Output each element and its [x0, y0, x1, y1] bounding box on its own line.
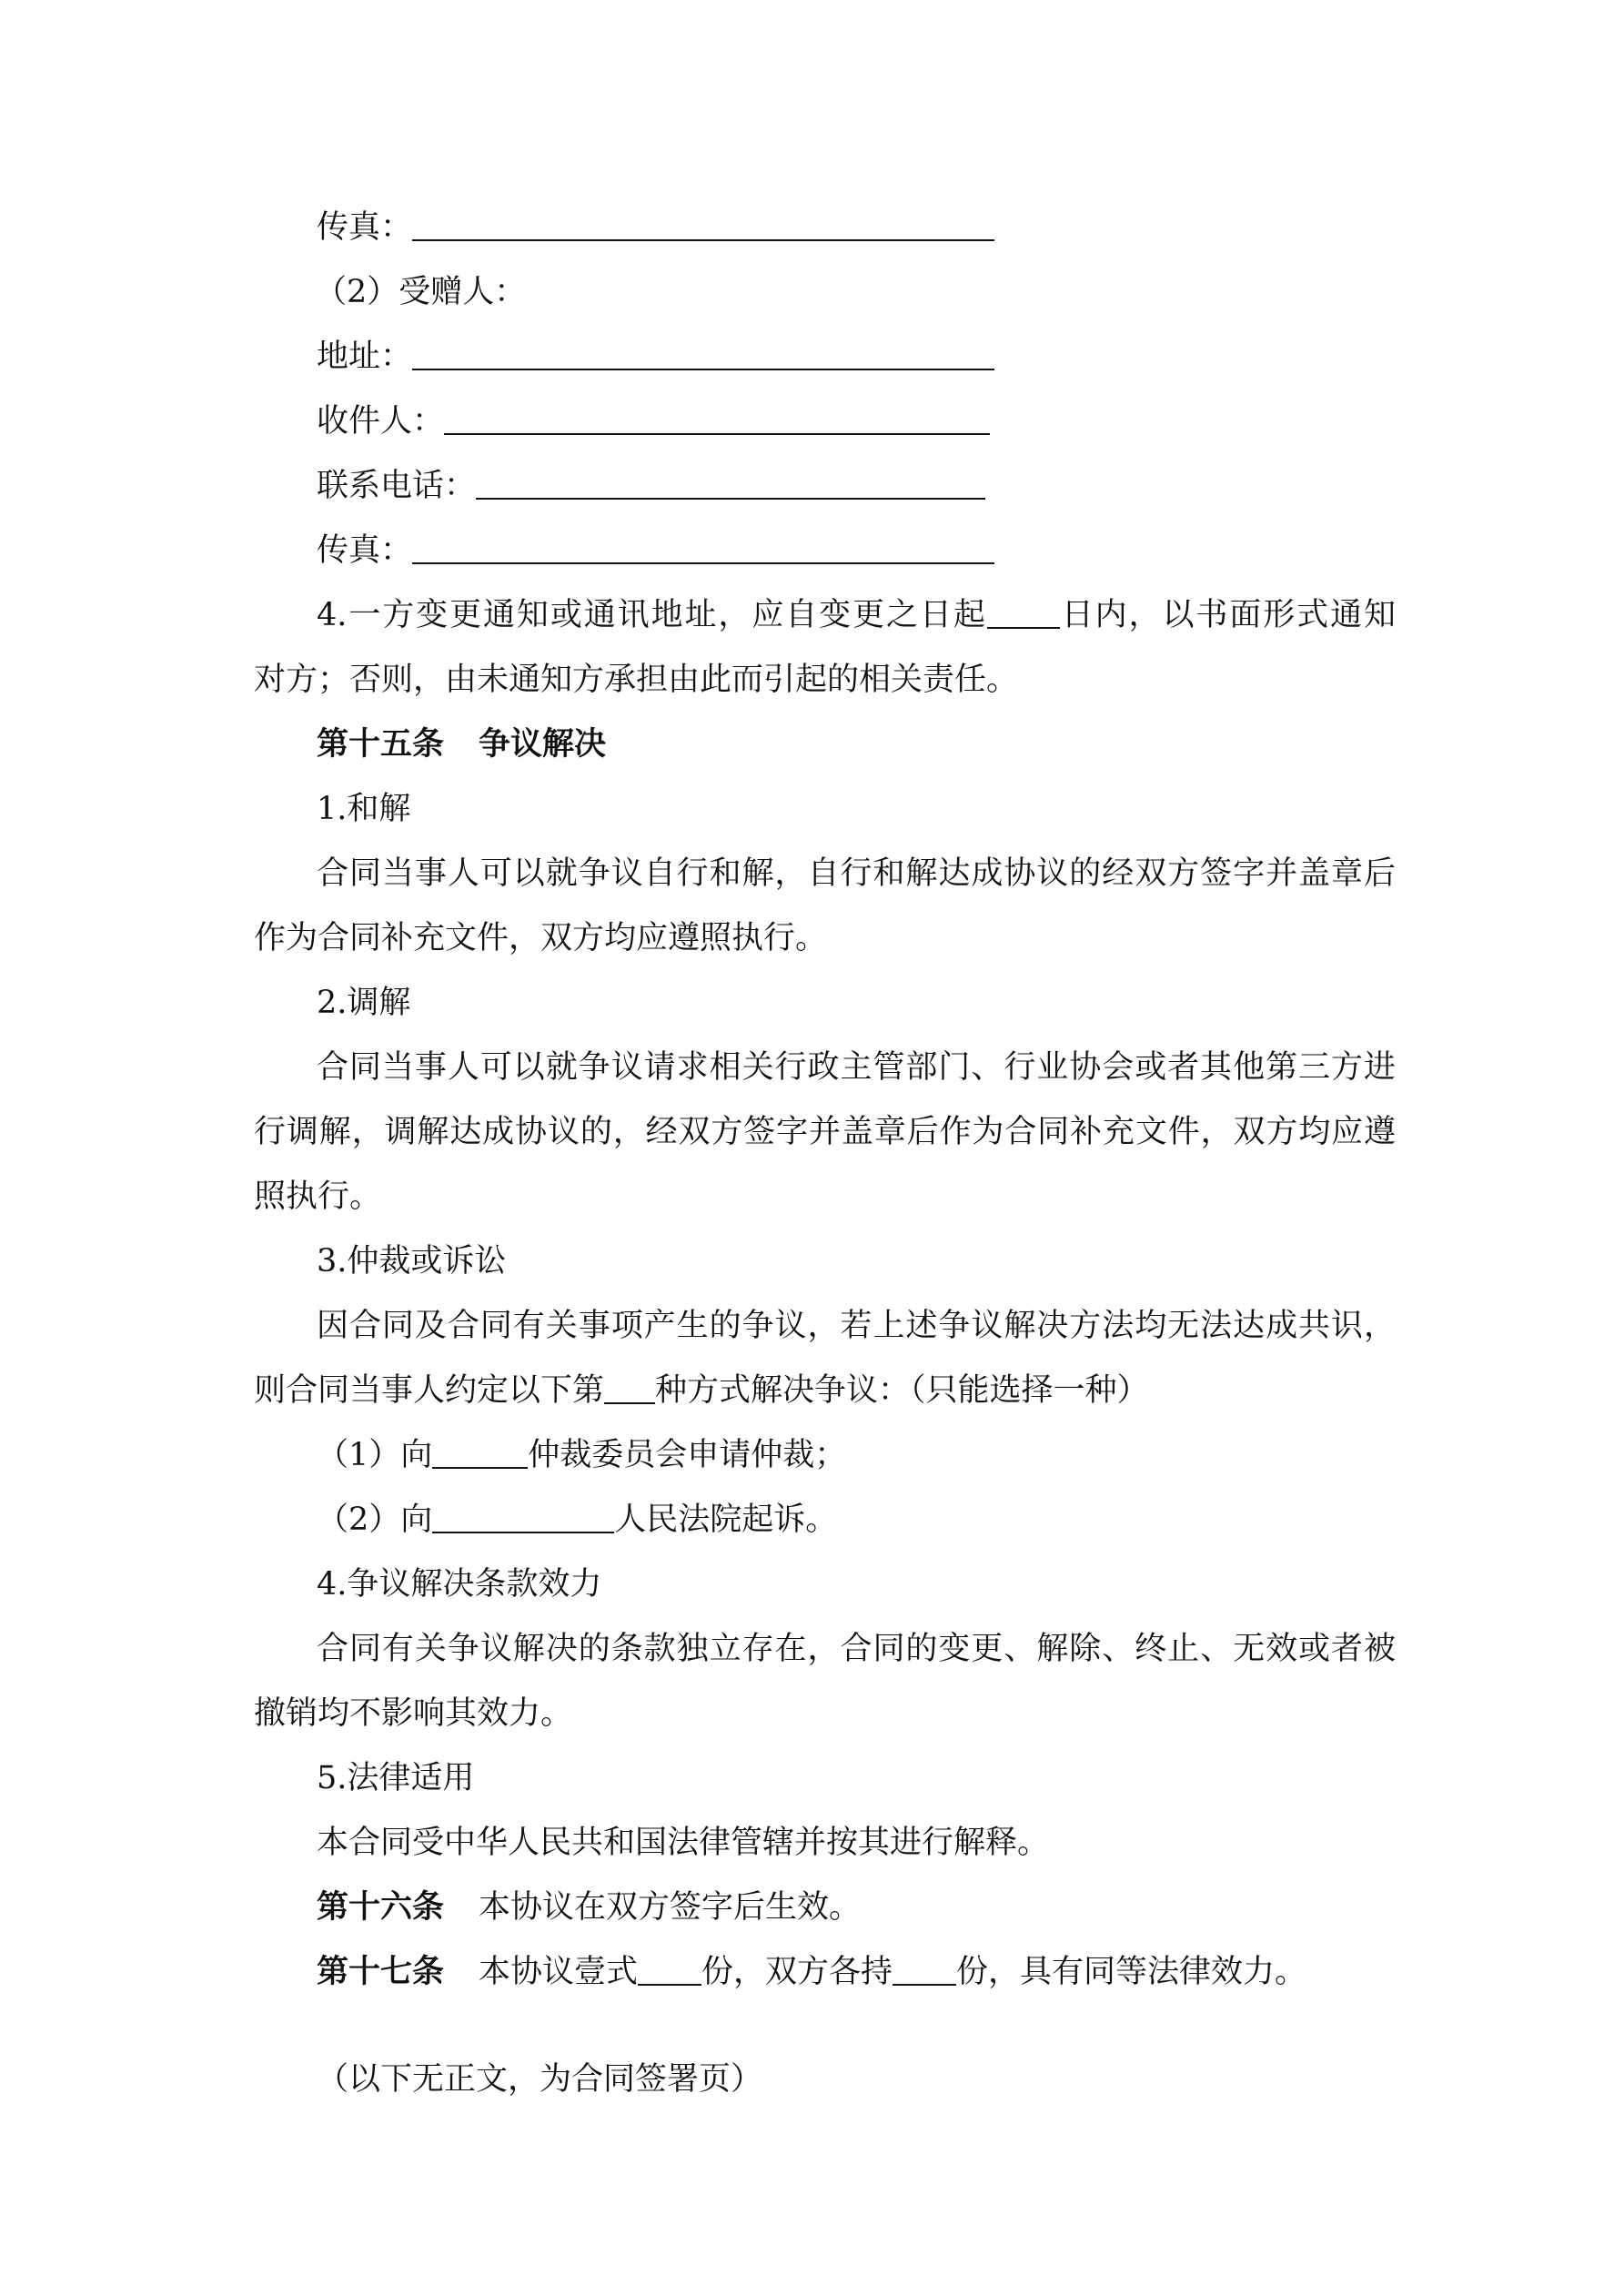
s1-title: 1.和解	[317, 791, 411, 827]
donee-address-line	[317, 337, 994, 377]
article17-text-c: 份，具有同等法律效力。	[956, 1954, 1307, 1990]
s3-option1	[317, 1435, 846, 1475]
s5-line1: 本合同受中华人民共和国法律管辖并按其进行解释。	[317, 1825, 1050, 1861]
donee-fax-line	[317, 531, 994, 571]
footer-note: （以下无正文，为合同签署页）	[317, 2061, 763, 2098]
donor-fax-line	[317, 207, 994, 248]
clause4-line2: 对方；否则，由未通知方承担由此而引起的相关责任。	[254, 662, 1019, 698]
s3-option2-prefix: （2）向	[317, 1502, 433, 1538]
s1-line2: 作为合同补充文件，双方均应遵照执行。	[254, 920, 828, 956]
donee-recipient-blank	[444, 406, 990, 435]
clause4-text-b: 日内，以书面形式通知	[1059, 597, 1396, 633]
donee-heading: （2）受赠人：	[315, 274, 527, 310]
donee-address-label: 地址：	[317, 339, 413, 375]
s3-court-blank	[432, 1504, 614, 1533]
clause4-text-a: 4.一方变更通知或通讯地址，应自变更之日起	[317, 597, 987, 633]
s4-line2: 撤销均不影响其效力。	[254, 1695, 573, 1732]
donee-fax-blank	[412, 535, 994, 564]
article16-text: 本协议在双方签字后生效。	[479, 1889, 862, 1926]
clause4-days-blank	[987, 600, 1060, 629]
article17-text-b: 份，双方各持	[701, 1954, 893, 1990]
article16	[317, 1887, 861, 1927]
s2-line1: 合同当事人可以就争议请求相关行政主管部门、行业协会或者其他第三方进	[317, 1049, 1396, 1086]
donee-recipient-line	[317, 401, 990, 441]
article17-text-a: 本协议壹式	[479, 1954, 639, 1990]
donor-fax-label: 传真：	[317, 209, 413, 246]
donee-address-blank	[412, 341, 994, 370]
donee-recipient-label: 收件人：	[317, 403, 445, 440]
s3-line2	[254, 1371, 1149, 1411]
s3-line2-text-a: 则合同当事人约定以下第	[254, 1372, 605, 1409]
s3-option2-suffix: 人民法院起诉。	[614, 1502, 838, 1538]
s3-title: 3.仲裁或诉讼	[317, 1243, 507, 1279]
s1-line1: 合同当事人可以就争议自行和解，自行和解达成协议的经双方签字并盖章后	[317, 855, 1396, 892]
donee-phone-label: 联系电话：	[317, 468, 477, 504]
donee-fax-label: 传真：	[317, 532, 413, 569]
article17	[317, 1952, 1306, 1992]
donee-phone-line	[317, 466, 985, 506]
s3-option2	[317, 1500, 837, 1540]
donor-fax-blank	[412, 212, 994, 241]
s4-line1: 合同有关争议解决的条款独立存在，合同的变更、解除、终止、无效或者被	[317, 1631, 1396, 1667]
article16-title: 第十六条	[317, 1888, 445, 1926]
article15-subtitle: 争议解决	[479, 725, 607, 763]
article17-copies-blank	[638, 1957, 701, 1986]
s2-title: 2.调解	[317, 985, 411, 1021]
s3-method-blank	[604, 1375, 655, 1404]
s2-line3: 照执行。	[254, 1178, 382, 1215]
s2-line2: 行调解，调解达成协议的，经双方签字并盖章后作为合同补充文件，双方均应遵	[254, 1114, 1396, 1150]
s3-line2-text-b: 种方式解决争议：（只能选择一种）	[655, 1372, 1149, 1409]
s3-option1-prefix: （1）向	[317, 1437, 433, 1473]
article15-heading	[317, 724, 606, 764]
article17-each-blank	[893, 1957, 956, 1986]
s3-arbitration-blank	[432, 1440, 528, 1469]
article17-title: 第十七条	[317, 1953, 445, 1990]
donee-phone-blank	[476, 470, 985, 500]
s3-option1-suffix: 仲裁委员会申请仲裁；	[528, 1437, 847, 1473]
article15-title: 第十五条	[317, 725, 445, 763]
clause4-line1	[317, 595, 1396, 635]
s3-line1: 因合同及合同有关事项产生的争议，若上述争议解决方法均无法达成共识，	[317, 1308, 1396, 1344]
s4-title: 4.争议解决条款效力	[317, 1566, 602, 1603]
s5-title: 5.法律适用	[317, 1760, 475, 1796]
